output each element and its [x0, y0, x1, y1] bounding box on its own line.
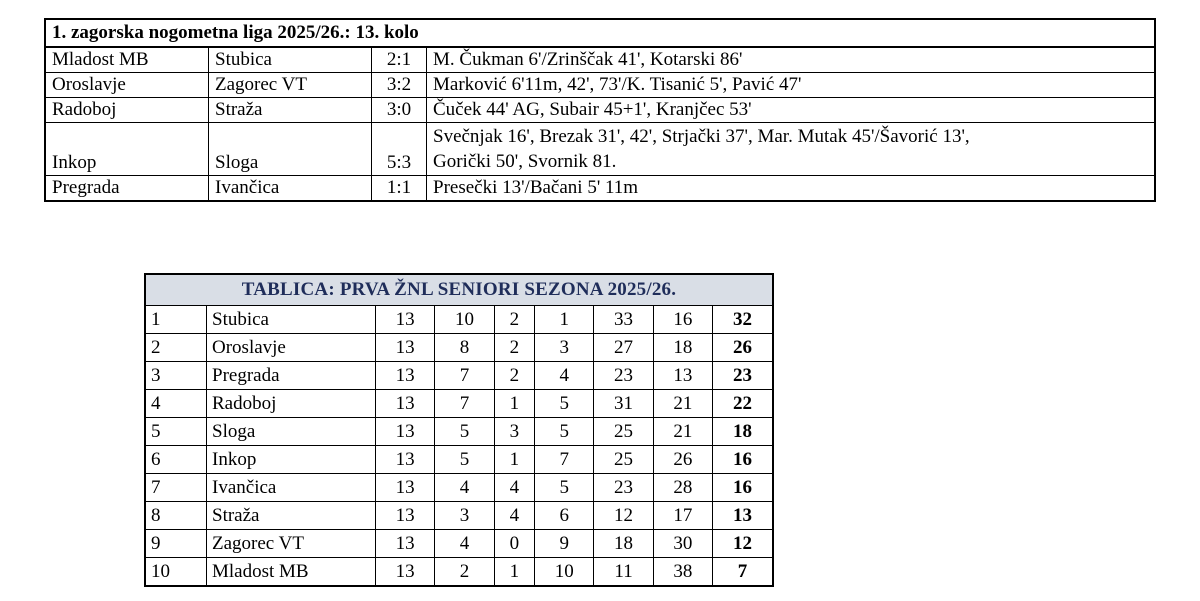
position-cell: 9	[145, 530, 207, 558]
lost-cell: 6	[535, 502, 594, 530]
drawn-cell: 2	[494, 334, 535, 362]
standings-row	[145, 362, 773, 390]
played-cell: 13	[376, 446, 435, 474]
team-name-cell: Zagorec VT	[207, 530, 376, 558]
team-name-cell: Pregrada	[207, 362, 376, 390]
goals-against-cell: 30	[653, 530, 712, 558]
won-cell: 2	[435, 558, 494, 587]
standings-row	[145, 530, 773, 558]
position-cell: 8	[145, 502, 207, 530]
goal-scorers-line: Presečki 13'/Bačani 5' 11m	[433, 177, 639, 198]
played-cell: 13	[376, 530, 435, 558]
position-cell: 10	[145, 558, 207, 587]
standings-row	[145, 334, 773, 362]
position-cell: 3	[145, 362, 207, 390]
results-body	[45, 19, 1155, 201]
team-name-cell: Straža	[207, 502, 376, 530]
lost-cell: 9	[535, 530, 594, 558]
away-team: Zagorec VT	[209, 73, 372, 98]
team-name-cell: Mladost MB	[207, 558, 376, 587]
position-cell: 1	[145, 306, 207, 334]
results-title-row	[45, 19, 1155, 47]
position-cell: 2	[145, 334, 207, 362]
goal-scorers-line: Čuček 44' AG, Subair 45+1', Kranjčec 53'	[433, 99, 752, 120]
away-team: Sloga	[209, 123, 372, 176]
lost-cell: 4	[535, 362, 594, 390]
match-score: 5:3	[372, 123, 427, 176]
standings-row	[145, 474, 773, 502]
results-title: 1. zagorska nogometna liga 2025/26.: 13. kolo	[45, 19, 1155, 47]
match-row	[45, 47, 1155, 73]
goals-for-cell: 33	[594, 306, 653, 334]
away-team: Stubica	[209, 47, 372, 73]
position-cell: 4	[145, 390, 207, 418]
drawn-cell: 4	[494, 502, 535, 530]
goals-against-cell: 18	[653, 334, 712, 362]
drawn-cell: 2	[494, 306, 535, 334]
goals-against-cell: 38	[653, 558, 712, 587]
team-name-cell: Ivančica	[207, 474, 376, 502]
played-cell: 13	[376, 362, 435, 390]
lost-cell: 5	[535, 390, 594, 418]
drawn-cell: 3	[494, 418, 535, 446]
goals-for-cell: 23	[594, 362, 653, 390]
match-row	[45, 176, 1155, 202]
match-row	[45, 98, 1155, 123]
goal-scorers-line: Svečnjak 16', Brezak 31', 42', Strjački 37', Mar. Mutak 45'/Šavorić 13',	[433, 126, 970, 147]
drawn-cell: 0	[494, 530, 535, 558]
goal-scorers	[427, 123, 1156, 176]
goals-for-cell: 11	[594, 558, 653, 587]
position-cell: 7	[145, 474, 207, 502]
won-cell: 7	[435, 362, 494, 390]
points-cell: 22	[713, 390, 774, 418]
goal-scorers-line: Marković 6'11m, 42', 73'/K. Tisanić 5', Pavić 47'	[433, 74, 802, 95]
goals-for-cell: 31	[594, 390, 653, 418]
played-cell: 13	[376, 418, 435, 446]
lost-cell: 5	[535, 474, 594, 502]
lost-cell: 7	[535, 446, 594, 474]
points-cell: 23	[713, 362, 774, 390]
goals-for-cell: 25	[594, 446, 653, 474]
won-cell: 5	[435, 418, 494, 446]
won-cell: 4	[435, 474, 494, 502]
goals-for-cell: 18	[594, 530, 653, 558]
standings-row	[145, 418, 773, 446]
goal-scorers	[427, 176, 1156, 202]
standings-row	[145, 390, 773, 418]
goals-against-cell: 21	[653, 390, 712, 418]
lost-cell: 1	[535, 306, 594, 334]
goals-for-cell: 27	[594, 334, 653, 362]
played-cell: 13	[376, 306, 435, 334]
standings-row	[145, 446, 773, 474]
team-name-cell: Radoboj	[207, 390, 376, 418]
home-team: Inkop	[45, 123, 209, 176]
points-cell: 12	[713, 530, 774, 558]
goals-for-cell: 23	[594, 474, 653, 502]
goal-scorers-line: Gorički 50', Svornik 81.	[433, 151, 617, 172]
drawn-cell: 1	[494, 558, 535, 587]
won-cell: 10	[435, 306, 494, 334]
team-name-cell: Inkop	[207, 446, 376, 474]
goals-for-cell: 12	[594, 502, 653, 530]
position-cell: 6	[145, 446, 207, 474]
points-cell: 16	[713, 474, 774, 502]
points-cell: 18	[713, 418, 774, 446]
won-cell: 5	[435, 446, 494, 474]
goals-against-cell: 21	[653, 418, 712, 446]
home-team: Oroslavje	[45, 73, 209, 98]
standings-title: TABLICA: PRVA ŽNL SENIORI SEZONA 2025/26.	[145, 274, 773, 306]
lost-cell: 10	[535, 558, 594, 587]
team-name-cell: Oroslavje	[207, 334, 376, 362]
home-team: Radoboj	[45, 98, 209, 123]
standings-body	[145, 274, 773, 586]
played-cell: 13	[376, 474, 435, 502]
standings-table	[144, 273, 774, 587]
points-cell: 32	[713, 306, 774, 334]
standings-row	[145, 558, 773, 587]
position-cell: 5	[145, 418, 207, 446]
goals-against-cell: 26	[653, 446, 712, 474]
drawn-cell: 1	[494, 390, 535, 418]
goals-against-cell: 17	[653, 502, 712, 530]
standings-row	[145, 306, 773, 334]
points-cell: 16	[713, 446, 774, 474]
match-score: 1:1	[372, 176, 427, 202]
points-cell: 26	[713, 334, 774, 362]
won-cell: 7	[435, 390, 494, 418]
standings-title-row	[145, 274, 773, 306]
match-row	[45, 123, 1155, 176]
played-cell: 13	[376, 558, 435, 587]
away-team: Ivančica	[209, 176, 372, 202]
goals-against-cell: 16	[653, 306, 712, 334]
match-score: 3:2	[372, 73, 427, 98]
team-name-cell: Stubica	[207, 306, 376, 334]
home-team: Mladost MB	[45, 47, 209, 73]
drawn-cell: 2	[494, 362, 535, 390]
team-name-cell: Sloga	[207, 418, 376, 446]
played-cell: 13	[376, 390, 435, 418]
goal-scorers	[427, 98, 1156, 123]
points-cell: 13	[713, 502, 774, 530]
results-table	[44, 18, 1156, 202]
points-cell: 7	[713, 558, 774, 587]
drawn-cell: 4	[494, 474, 535, 502]
match-row	[45, 73, 1155, 98]
goals-against-cell: 28	[653, 474, 712, 502]
goal-scorers-line: M. Čukman 6'/Zrinščak 41', Kotarski 86'	[433, 49, 743, 70]
goal-scorers	[427, 73, 1156, 98]
won-cell: 8	[435, 334, 494, 362]
drawn-cell: 1	[494, 446, 535, 474]
won-cell: 3	[435, 502, 494, 530]
goal-scorers	[427, 47, 1156, 73]
played-cell: 13	[376, 502, 435, 530]
away-team: Straža	[209, 98, 372, 123]
lost-cell: 5	[535, 418, 594, 446]
goals-for-cell: 25	[594, 418, 653, 446]
home-team: Pregrada	[45, 176, 209, 202]
played-cell: 13	[376, 334, 435, 362]
match-score: 3:0	[372, 98, 427, 123]
standings-row	[145, 502, 773, 530]
goals-against-cell: 13	[653, 362, 712, 390]
lost-cell: 3	[535, 334, 594, 362]
won-cell: 4	[435, 530, 494, 558]
match-score: 2:1	[372, 47, 427, 73]
